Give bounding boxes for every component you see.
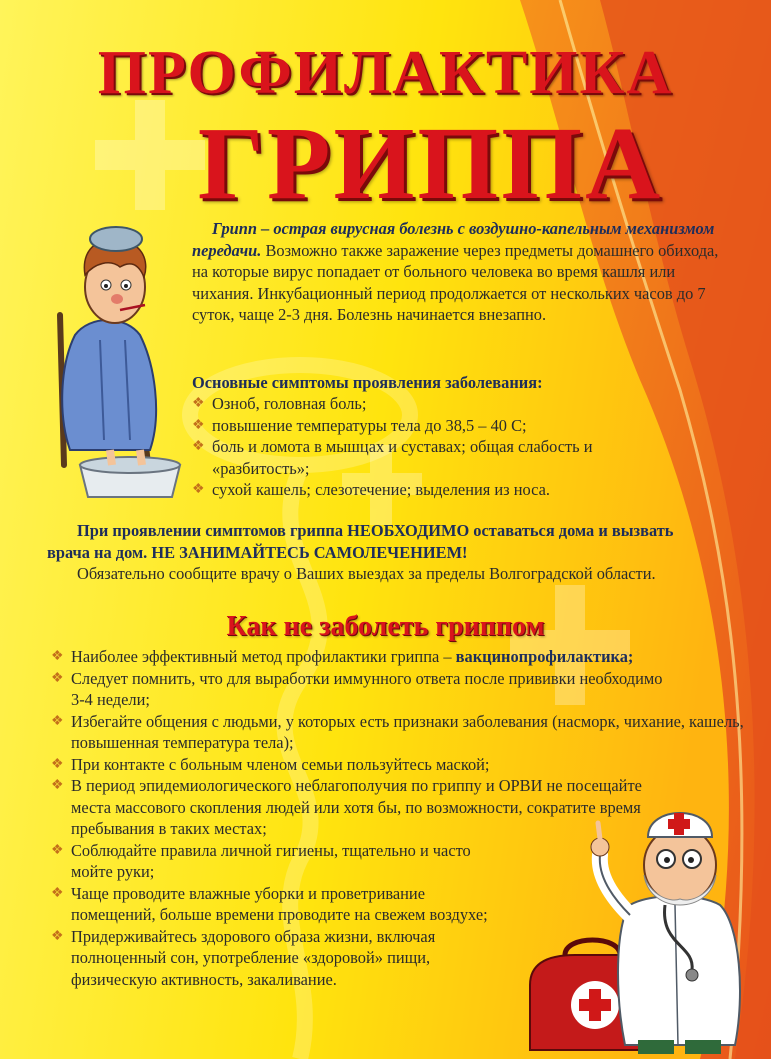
list-item: ❖ боль и ломота в мышцах и суставах; общая слабость и «разбитость»; [192, 437, 593, 478]
diamond-bullet-icon: ❖ [51, 885, 64, 901]
poster-title-line2: ГРИППА [197, 106, 664, 221]
list-item: ❖ Чаще проводите влажные уборки и проветривание помещений, больше времени проводите на свежем воздухе; [51, 883, 488, 924]
symptoms-title: Основные симптомы проявления заболевания: [192, 373, 543, 392]
diamond-bullet-icon: ❖ [192, 482, 205, 497]
list-item: ❖ Соблюдайте правила личной гигиены, тщательно и часто мойте руки; [51, 840, 471, 881]
list-item: ❖ Придерживайтесь здорового образа жизни, включая полноценный сон, употребление «здоровой» пищи, физическую активность, закаливание. [51, 926, 436, 989]
diamond-bullet-icon: ❖ [51, 778, 64, 793]
diamond-bullet-icon: ❖ [51, 842, 64, 858]
symptoms-list [188, 393, 688, 501]
list-item: ❖ Следует помнить, что для выработки иммунного ответа после прививки необходимо 3-4 недели; [51, 668, 663, 709]
list-item: ❖ Наиболее эффективный метод профилактики гриппа – вакцинопрофилактика; [51, 647, 634, 666]
intro-paragraph [192, 218, 732, 326]
diamond-bullet-icon: ❖ [51, 713, 64, 729]
warning-bold-text: При проявлении симптомов гриппа НЕОБХОДИМО оставаться дома и вызвать врача на дом. НЕ ЗАНИМАЙТЕСЬ САМОЛЕЧЕНИЕМ! [47, 521, 674, 562]
intro-definition: острая вирусная болезнь с воздушно-капельным механизмом передачи. [192, 219, 715, 260]
list-item: ❖ повышение температуры тела до 38,5 – 40 С; [192, 415, 527, 435]
diamond-bullet-icon: ❖ [192, 396, 205, 411]
warning-text: Обязательно сообщите врачу о Ваших выездах за пределы Волгоградской области. [77, 564, 656, 583]
diamond-bullet-icon: ❖ [51, 756, 64, 772]
intro-term: Грипп – [212, 219, 270, 238]
diamond-bullet-icon: ❖ [51, 928, 64, 944]
list-item: ❖ При контакте с больным членом семьи пользуйтесь маской; [51, 754, 490, 774]
list-item: ❖ сухой кашель; слезотечение; выделения из носа. [192, 480, 550, 499]
diamond-bullet-icon: ❖ [192, 439, 205, 454]
poster-title-line1: ПРОФИЛАКТИКА [97, 39, 674, 107]
list-item: ❖ Избегайте общения с людьми, у которых есть признаки заболевания (насморк, чихание, кашель, повышенная температура тела); [51, 711, 744, 752]
list-item: ❖ Озноб, головная боль; [192, 394, 367, 413]
intro-text: Возможно также заражение через предметы домашнего обихода, на которые вирус попадает от больного человека во время кашля или чихания. Инкубационный период продолжается от нескольких часов до 7 суток, чаще 2-3 дня. Болезнь начинается внезапно. [192, 240, 719, 324]
diamond-bullet-icon: ❖ [51, 670, 64, 686]
warning-block [47, 520, 707, 585]
prevention-list [47, 646, 747, 990]
sick-man-illustration [40, 215, 190, 505]
diamond-bullet-icon: ❖ [51, 649, 64, 664]
diamond-bullet-icon: ❖ [192, 417, 205, 433]
prevention-title: Как не заболеть гриппом [226, 611, 545, 642]
list-item: ❖ В период эпидемиологического неблагополучия по гриппу и ОРВИ не посещайте места массового скопления людей или хотя бы, по возможности, сократите время пребывания в таких местах; [51, 776, 642, 838]
